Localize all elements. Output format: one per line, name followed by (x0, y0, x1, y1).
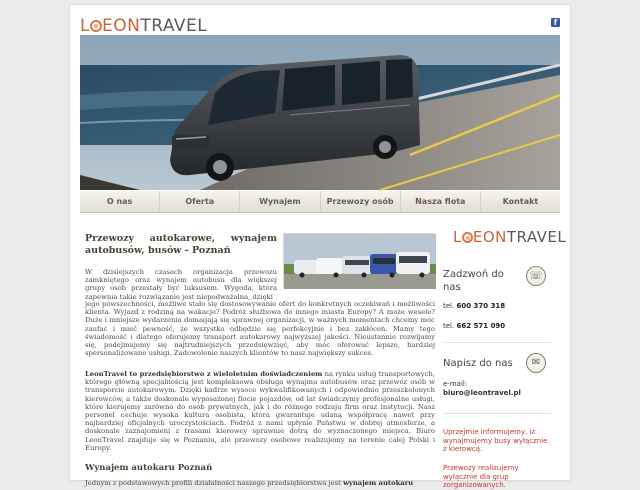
company-paragraph (85, 370, 435, 452)
phone-number-1: 600 370 318 (456, 302, 506, 310)
intro-paragraph-bottom: jego powszechności, możliwe stało się dostosowywanie ofert do konkretnych oczekiwań i możliwości klienta. Wyjazd z rodziną na wakacje? Podróż służbowa do innego miasta Europy? A może wesele? Duże i mniejsze wydarzenia domagają się sprawnej organizacji, w ważnych momentach chcemy móc zaufać i mieć pewność, że wszystko odbędzie się perfekcyjnie i bez zakłóceń. Mamy tego świadomość i dlatego oferujemy transport autokarowy najwyższej jakości. Nieustannie rozwijamy się, podejmujemy się najtrudniejszych przedsięwzięć, aby móc oferować lepsze, bardziej spersonalizowane usługi. Zadowolenie naszych klientów to nasz największy sukces. (85, 300, 435, 358)
sidebar-logo-travel: TRAVEL (506, 228, 567, 246)
groups-notice: Przewozy realizujemy wyłącznie dla grup zorganizowanych. (443, 464, 519, 489)
logo-travel: TRAVEL (140, 15, 208, 36)
nav-item-kontakt[interactable]: Kontakt (502, 197, 539, 206)
sidebar-logo-text-rest (473, 230, 566, 245)
facebook-icon[interactable]: f (551, 18, 560, 27)
fleet-image (284, 234, 436, 289)
logo-letter-l: L (80, 15, 90, 36)
nav-item-o-nas[interactable]: O nas (80, 191, 160, 212)
hero-banner (80, 35, 560, 190)
page-title: Przewozy autokarowe, wynajem autobusów, busów - Poznań (85, 233, 277, 256)
sidebar-logo-text (453, 230, 462, 245)
logo-ring-icon (90, 20, 102, 32)
phone-line-1[interactable] (443, 302, 505, 310)
nav-item-oferta[interactable]: Oferta (160, 191, 240, 212)
phone-number-2: 662 571 090 (456, 322, 506, 330)
intro-paragraph-top: W dzisiejszych czasach organizacja przewozu zamkniętego oraz wynajem autobusu dla większej grupy osób przestały być luksusem. Wygoda, która zapewnia takie rozwiązanie jest niepodważalna, dzięki (85, 268, 277, 301)
sidebar-logo-eon: EON (472, 228, 507, 246)
van-on-road-image (80, 35, 560, 190)
phone-prefix-1: tel. (443, 302, 455, 310)
fleet-photo (283, 233, 435, 288)
page (70, 5, 570, 489)
mail-icon: ✉ (526, 353, 546, 373)
phone-line-2[interactable] (443, 322, 505, 330)
email-label: e-mail: (443, 380, 468, 388)
phone-prefix-2: tel. (443, 322, 455, 330)
rental-paragraph (85, 479, 435, 487)
logo-eon: EON (101, 15, 141, 36)
phone-icon: ☏ (526, 266, 546, 286)
nav-item-wynajem[interactable]: Wynajem (240, 191, 320, 212)
company-lead: LeonTravel to przedsiębiorstwo z wieloletnim doświadczeniem (85, 370, 323, 378)
logo-text (80, 15, 90, 36)
divider (443, 413, 551, 414)
sidebar-logo-ring-icon (462, 232, 473, 243)
sidebar-logo-letter-l: L (453, 228, 462, 246)
logo[interactable] (80, 15, 207, 37)
email-link[interactable]: biuro@leontravel.pl (443, 389, 521, 397)
divider (443, 342, 551, 343)
nav-item-przewozy-osob[interactable]: Przewozy osób (321, 191, 401, 212)
write-heading: Napisz do nas (443, 358, 513, 369)
rental-text: Jednym z podstawowych profili działalności naszego przedsiębiorstwa jest (85, 479, 344, 487)
driver-notice: Uprzejmie informujemy, iż wynajmujemy busy wyłącznie z kierowcą. (443, 428, 548, 453)
nav-item-nasza-flota[interactable]: Nasza flota (401, 191, 481, 212)
section-heading: Wynajem autokaru Poznań (85, 463, 213, 473)
call-heading: Zadzwoń do nas (443, 269, 504, 293)
sidebar-logo (453, 230, 566, 245)
logo-text-rest (101, 15, 208, 36)
main-nav (80, 191, 560, 213)
company-text: na rynku usług transportowych, którego główną specjalnością jest kompleksowa obsługa wynajmu autobusów oraz przewóz osób w transporcie autokarowym. Dzięki kadrze wysoce wykwalifikowanych i odpowiednio przeszkolonych kierowców, a także doskonale wyposażonej flocie pojazdów, od lat świadczymy profesjonalne usługi, które kierujemy zarówno do osób prywatnych, jak i do różnego rodzaju firm oraz instytucji. Nasz personel cechuje wysoka kultura osobista, która gwarantuje udaną współpracę nawet przy najbardziej oficjalnych uroczystościach. Podróż z nami upłynie Państwu w dobrej atmosferze, a doskonale zaznajomieni z trasami kierowcy sprawnie dotrą do wyznaczonego miejsca. Biuro LeonTravel znajduje się w Poznaniu, ale przewozy osobowe realizujemy na terenie całej Polski i Europy. (85, 370, 435, 452)
rental-lead: wynajem autokaru (343, 479, 414, 487)
